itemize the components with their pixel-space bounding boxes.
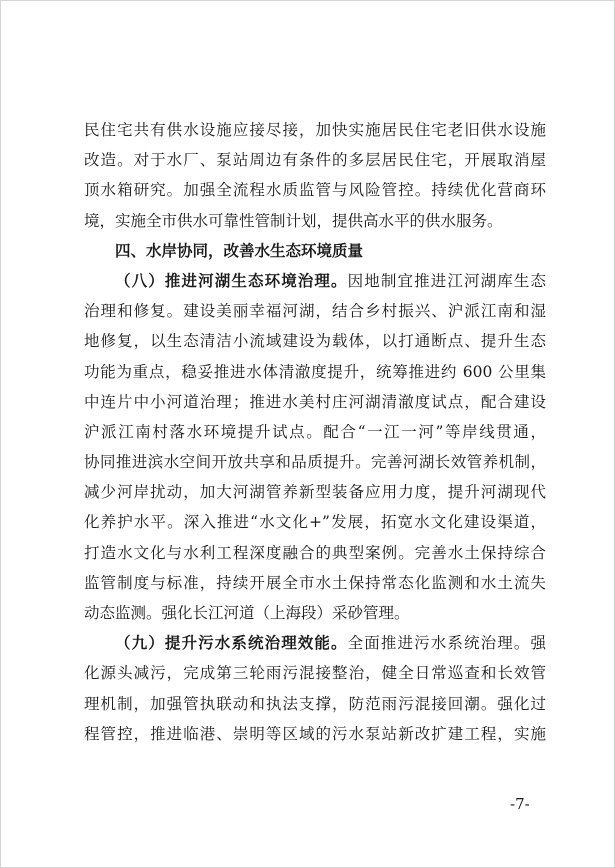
text-line-11 [84, 417, 546, 447]
text-segment: 顶水箱研究。加强全流程水质监管与风险管控。持续优化营商环 [84, 181, 546, 200]
text-segment: 治理和修复。建设美丽幸福河湖，结合乡村振兴、沪派江南和湿 [84, 302, 546, 321]
text-segment: 沪派江南村落水环境提升试点。配合“一江一河”等岸线贯通， [84, 422, 546, 441]
text-line-2 [84, 145, 546, 175]
text-segment: 境，实施全市供水可靠性管制计划，提供高水平的供水服务。 [84, 211, 503, 230]
text-segment: 减少河岸扰动，加大河湖管养新型装备应用力度，提升河湖现代 [84, 483, 546, 502]
text-segment: 理机制，加强管执联动和执法支撑，防范雨污混接回潮。强化过 [84, 694, 546, 713]
document-body [84, 115, 546, 749]
text-segment: 监管制度与标准，持续开展全市水土保持常态化监测和水土流失 [84, 573, 546, 592]
text-line-6 [84, 266, 546, 296]
text-line-18 [84, 628, 546, 658]
text-segment: 因地制宜推进江河湖库生态 [347, 271, 546, 290]
text-line-21 [84, 719, 546, 749]
text-line-13 [84, 477, 546, 507]
text-segment: 功能为重点，稳妥推进水体清澈度提升，统筹推进约 600 公里集 [84, 362, 546, 381]
text-segment: 全面推进污水系统治理。强 [347, 634, 546, 653]
text-line-14 [84, 507, 546, 537]
text-line-8 [84, 326, 546, 356]
subsection-title: （九）提升污水系统治理效能。 [115, 634, 348, 653]
text-line-17 [84, 598, 546, 628]
section-heading [84, 236, 546, 266]
text-segment: 地修复，以生态清洁小流域建设为载体，以打通断点、提升生态 [84, 332, 546, 351]
text-segment: 改造。对于水厂、泵站周边有条件的多层居民住宅，开展取消屋 [84, 151, 546, 170]
text-segment: 动态监测。强化长江河道（上海段）采砂管理。 [84, 604, 410, 622]
text-line-10 [84, 387, 546, 417]
text-line-12 [84, 447, 546, 477]
text-segment: 化养护水平。深入推进“水文化+”发展，拓宽水文化建设渠道， [84, 513, 546, 532]
section-heading-text: 四、水岸协同，改善水生态环境质量 [115, 241, 364, 260]
text-line-4 [84, 206, 546, 236]
text-segment: 民住宅共有供水设施应接尽接，加快实施居民住宅老旧供水设施 [84, 121, 546, 139]
page-number: -7- [510, 795, 530, 813]
text-segment: 中连片中小河道治理；推进水美村庄河湖清澈度试点，配合建设 [84, 392, 546, 411]
subsection-title: （八）推进河湖生态环境治理。 [115, 271, 348, 290]
text-segment: 打造水文化与水利工程深度融合的典型案例。完善水土保持综合 [84, 543, 546, 562]
text-line-3 [84, 175, 546, 205]
text-line-20 [84, 689, 546, 719]
text-segment: 协同推进滨水空间开放共享和品质提升。完善河湖长效管养机制， [84, 453, 546, 472]
text-line-19 [84, 658, 546, 688]
text-line-15 [84, 538, 546, 568]
text-segment: 化源头减污，完成第三轮雨污混接整治，健全日常巡查和长效管 [84, 664, 546, 683]
text-line-9 [84, 357, 546, 387]
text-segment: 程管控，推进临港、崇明等区域的污水泵站新改扩建工程，实施 [84, 724, 546, 743]
text-line-7 [84, 296, 546, 326]
text-line-1 [84, 115, 546, 145]
text-line-16 [84, 568, 546, 598]
